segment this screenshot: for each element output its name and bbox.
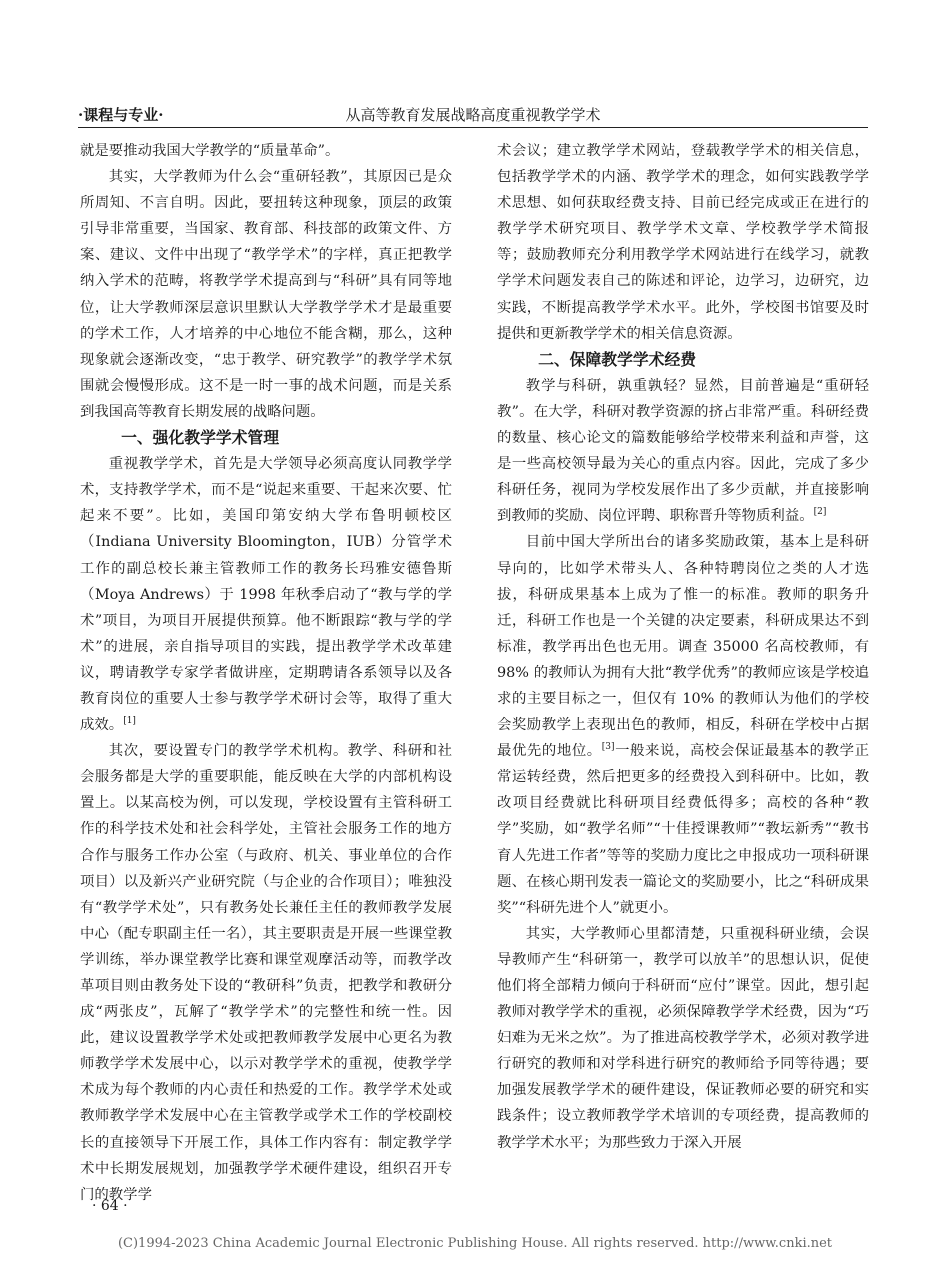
running-header-title: 从高等教育发展战略高度重视教学学术: [345, 106, 601, 124]
paragraph: 术会议；建立教学学术网站，登载教学学术的相关信息，包括教学学术的内涵、教学学术的理念，如何实践教学学术思想、如何获取经费支持、目前已经完成或正在进行的教学学术研究项目、教学学术文章、学校教学学术简报等；鼓励教师充分利用教学学术网站进行在线学习，就教学学术问题发表自己的陈述和评论，边学习，边研究，边实践，不断提高教学学术水平。此外，学校图书馆要及时提供和更新教学学术的相关信息资源。: [497, 143, 869, 342]
citation-ref: [3]: [601, 742, 615, 753]
paragraph: [497, 529, 869, 920]
section-heading: 二、保障教学学术经费: [538, 349, 697, 369]
copyright-footer: (C)1994-2023 China Academic Journal Electronic Publishing House. All rights reserved. http://www.cnki.net: [117, 1236, 833, 1251]
citation-ref: [1]: [123, 716, 136, 727]
paragraph: 其次，要设置专门的教学学术机构。教学、科研和社会服务都是大学的重要职能，能反映在大学的内部机构设置上。以某高校为例，可以发现，学校设置有主管科研工作的科学技术处和社会科学处，主管社会服务工作的地方合作与服务工作办公室（与政府、机关、事业单位的合作项目）以及新兴产业研究院（与企业的合作项目）；唯独没有“教学学术处”，只有教务处长兼任主任的教师教学发展中心（配专职副主任一名），其主要职责是开展一些课堂教学训练，举办课堂教学比赛和课堂观摩活动等，而教学改革项目则由教务处下设的“教研科”负责，把教学和教研分成“两张皮”，瓦解了“教学学术”的完整性和统一性。因此，建议设置教学学术处或把教师教学发展中心更名为教师教学学术发展中心，以示对教学学术的重视，使教学学术成为每个教师的内心责任和热爱的工作。教学学术处或教师教学学术发展中心在主管教学或学术工作的学校副校长的直接领导下开展工作，具体工作内容有：制定教学学术中长期发展规划，加强教学学术硬件建设，组织召开专门的教学学: [80, 743, 452, 1203]
paragraph-text: 目前中国大学所出台的诸多奖励政策，基本上是科研导向的，比如学术带头人、各种特聘岗位之类的人才选拔，科研成果基本上成为了惟一的标准。教师的职务升迁，科研工作也是一个关键的决定要素，科研成果达不到标准，教学再出色也无用。调查 35000 名高校教师，有 98% 的教师认为拥有大批“教学优秀”的教师应该是学校追求的主要目标之一，但仅有 10% 的教师认为他们的学校会奖励教学上表现出色的教师，相反，科研在学校中占据最优先的地位。: [497, 534, 869, 760]
running-header-section: ·课程与专业·: [78, 106, 164, 124]
paragraph: 其实，大学教师心里都清楚，只重视科研业绩，会误导教师产生“科研第一，教学可以放羊”的思想认识，促使他们将全部精力倾向于科研而“应付”课堂。因此，想引起教师对教学学术的重视，必须保障教学学术经费，因为“巧妇难为无米之炊”。为了推进高校教学学术，必须对教学进行研究的教师和对学科进行研究的教师给予同等待遇；要加强发展教学学术的硬件建设，保证教师必要的研究和实践条件；设立教师教学学术培训的专项经费，提高教师的教学学术水平；为那些致力于深入开展: [497, 925, 869, 1151]
paragraph: [497, 373, 869, 530]
paragraph: 就是要推动我国大学教学的“质量革命”。: [80, 143, 340, 159]
paragraph-text: 重视教学学术，首先是大学领导必须高度认同教学学术，支持教学学术，而不是“说起来重要、干起来次要、忙起来不要”。比如，美国印第安纳大学布鲁明顿校区（Indiana University Bloomington，IUB）分管学术工作的副总校长兼主管教师工作的教务长玛雅安德鲁斯（Moya Andrews）于 1998 年秋季启动了“教与学的学术”项目，为项目开展提供预算。他不断跟踪“教与学的学术”的进展，亲自指导项目的实践，提出教学学术改革建议，聘请教学专家学者做讲座，定期聘请各系领导以及各教育岗位的重要人士参与教学学术研讨会等，取得了重大成效。: [80, 456, 452, 734]
paragraph-text: 一般来说，高校会保证最基本的教学正常运转经费，然后把更多的经费投入到科研中。比如，教改项目经费就比科研项目经费低得多；高校的各种“教学”奖励，如“教学名师”“十佳授课教师”“教坛新秀”“教书育人先进工作者”等等的奖励力度比之申报成功一项科研课题、在核心期刊发表一篇论文的奖励要小，比之“科研成果奖”“科研先进个人”就更小。: [497, 743, 869, 916]
citation-ref: [2]: [813, 507, 827, 518]
section-heading: 一、强化教学学术管理: [121, 428, 280, 448]
paragraph-text: 教学与科研，孰重孰轻？显然，目前普遍是“重研轻教”。在大学，科研对教学资源的挤占非常严重。科研经费的数量、核心论文的篇数能够给学校带来利益和声誉，这是一些高校领导最为关心的重点内容。因此，完成了多少科研任务，视同为学校发展作出了多少贡献，并直接影响到教师的奖励、岗位评聘、职称晋升等物质利益。: [497, 377, 869, 525]
right-column: [497, 138, 869, 1156]
running-header: [78, 104, 868, 124]
header-rule: [78, 127, 868, 128]
paragraph: 其实，大学教师为什么会“重研轻教”，其原因已是众所周知、不言自明。因此，要扭转这种现象，顶层的政策引导非常重要，当国家、教育部、科技部的政策文件、方案、建议、文件中出现了“教学学术”的字样，真正把教学纳入学术的范畴，将教学学术提高到与“科研”具有同等地位，让大学教师深层意识里默认大学教学学术才是最重要的学术工作，人才培养的中心地位不能含糊，那么，这种现象就会逐渐改变，“忠于教学、研究教学”的教学学术氛围就会慢慢形成。这不是一时一事的战术问题，而是关系到我国高等教育长期发展的战略问题。: [80, 169, 452, 420]
page-number: · 64 ·: [92, 1198, 128, 1214]
left-column: [80, 138, 452, 1208]
paragraph: [80, 451, 452, 738]
